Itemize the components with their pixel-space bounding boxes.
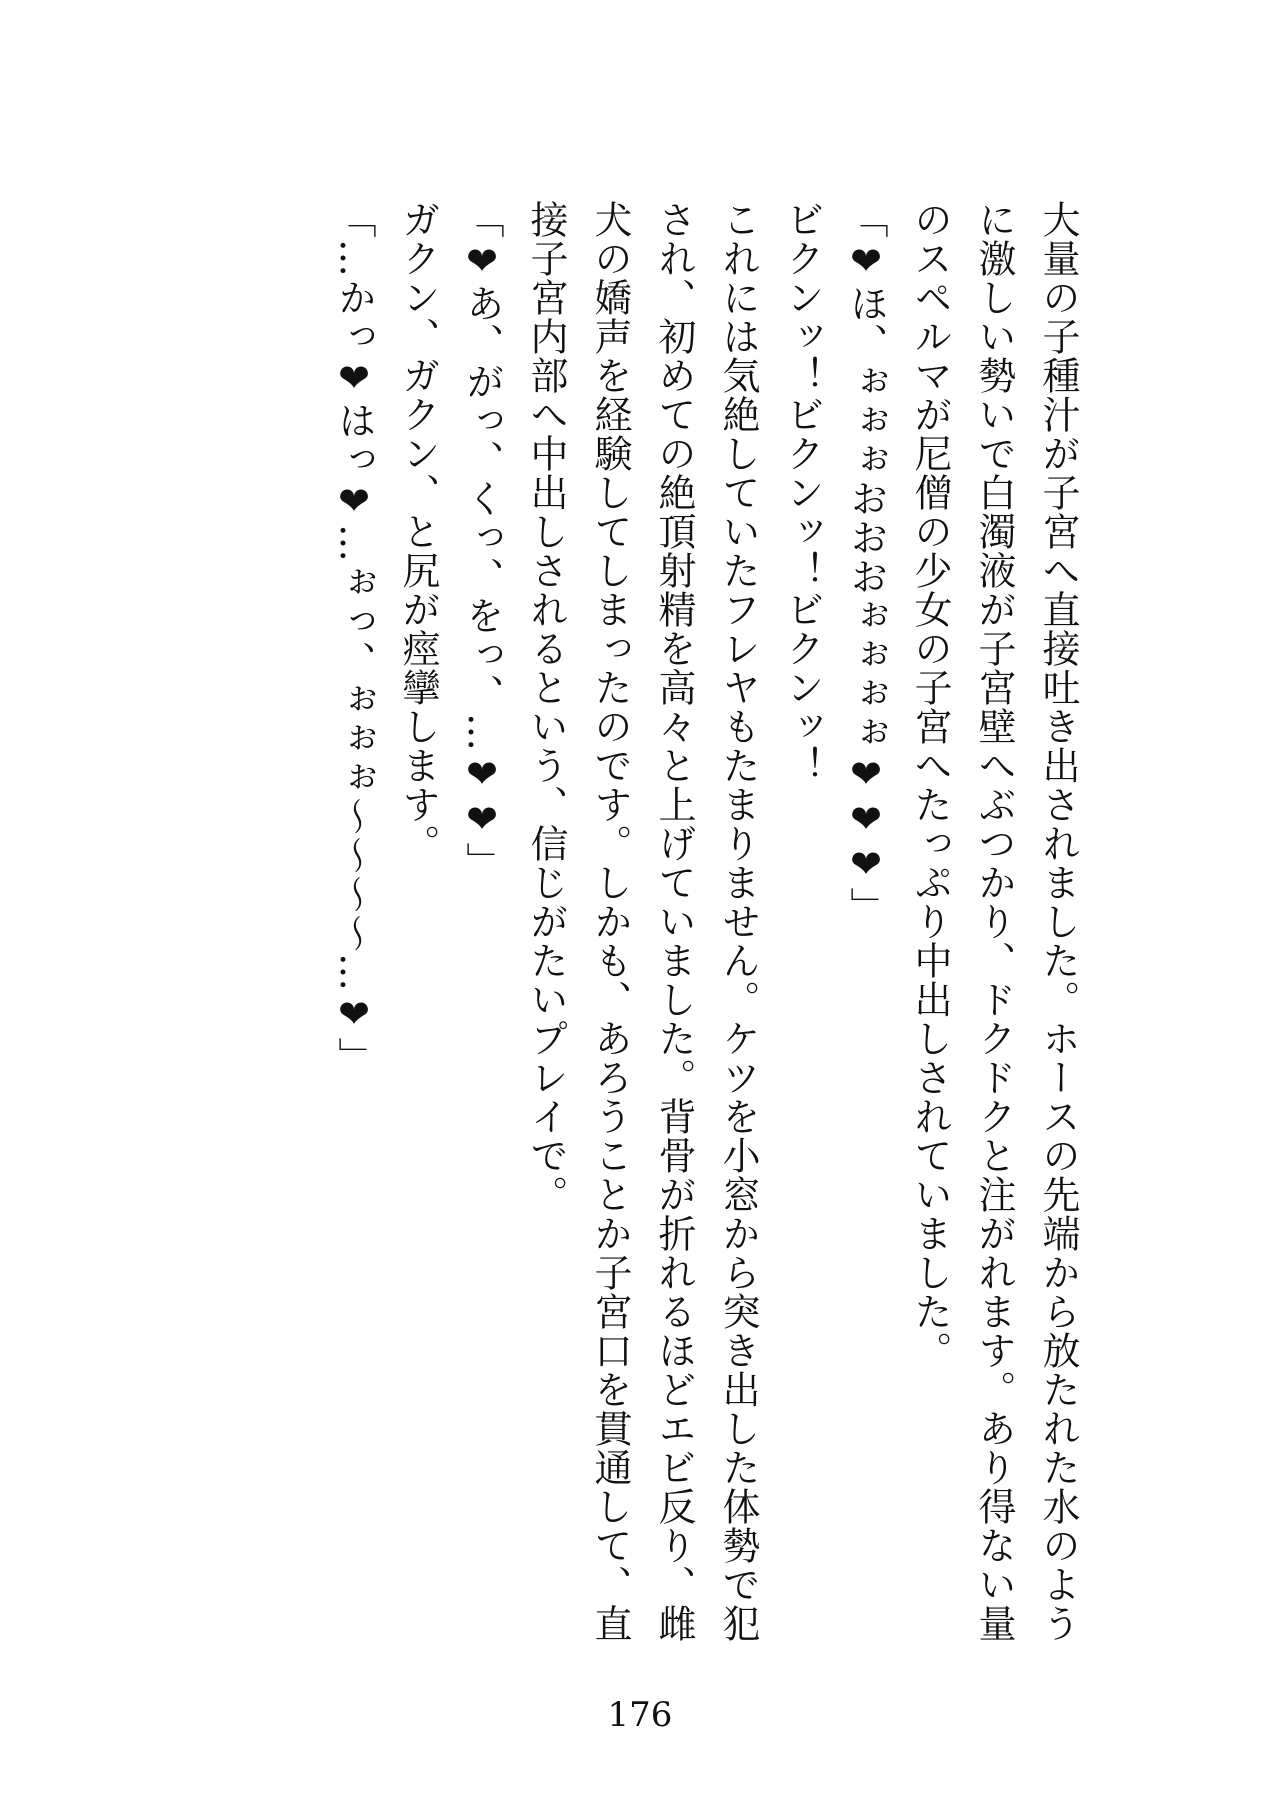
- vertical-text-body: [110, 200, 1090, 1660]
- page-number: 176: [607, 1695, 673, 1735]
- paragraph-7: 「…かっ❤はっ❤…ぉっ、ぉぉぉ～～～～…❤」: [332, 200, 376, 1076]
- paragraph-4: これには気絶していたフレヤもたまりません。ケツを小窓から突き出した体勢で犯され、初めての絶頂射精を高々と上げていました。背骨が折れるほどエビ反り、雌犬の嬌声を経験してしまったのです。しかも、あろうことか子宮口を貫通して、直接子宮内部へ中出しされるという、信じがたいプレイで。: [524, 200, 760, 1643]
- paragraph-6: ガクン、ガクン、と尻が痙攣します。: [396, 200, 440, 863]
- paragraph-2: 「❤ほ、ぉぉぉおおおぉぉぉぉ❤❤❤」: [844, 200, 888, 926]
- paragraph-5: 「❤あ、がっ、くっ、をっ、…❤❤」: [460, 200, 504, 881]
- paragraph-1: 大量の子種汁が子宮へ直接吐き出されました。ホースの先端から放たれた水のように激しい勢いで白濁液が子宮壁へぶつかり、ドクドクと注がれます。あり得ない量のスペルマが尼僧の少女の子宮へたっぷり中出しされていました。: [908, 200, 1080, 1643]
- paragraph-3: ビクンッ！ビクンッ！ビクンッ！: [780, 200, 824, 785]
